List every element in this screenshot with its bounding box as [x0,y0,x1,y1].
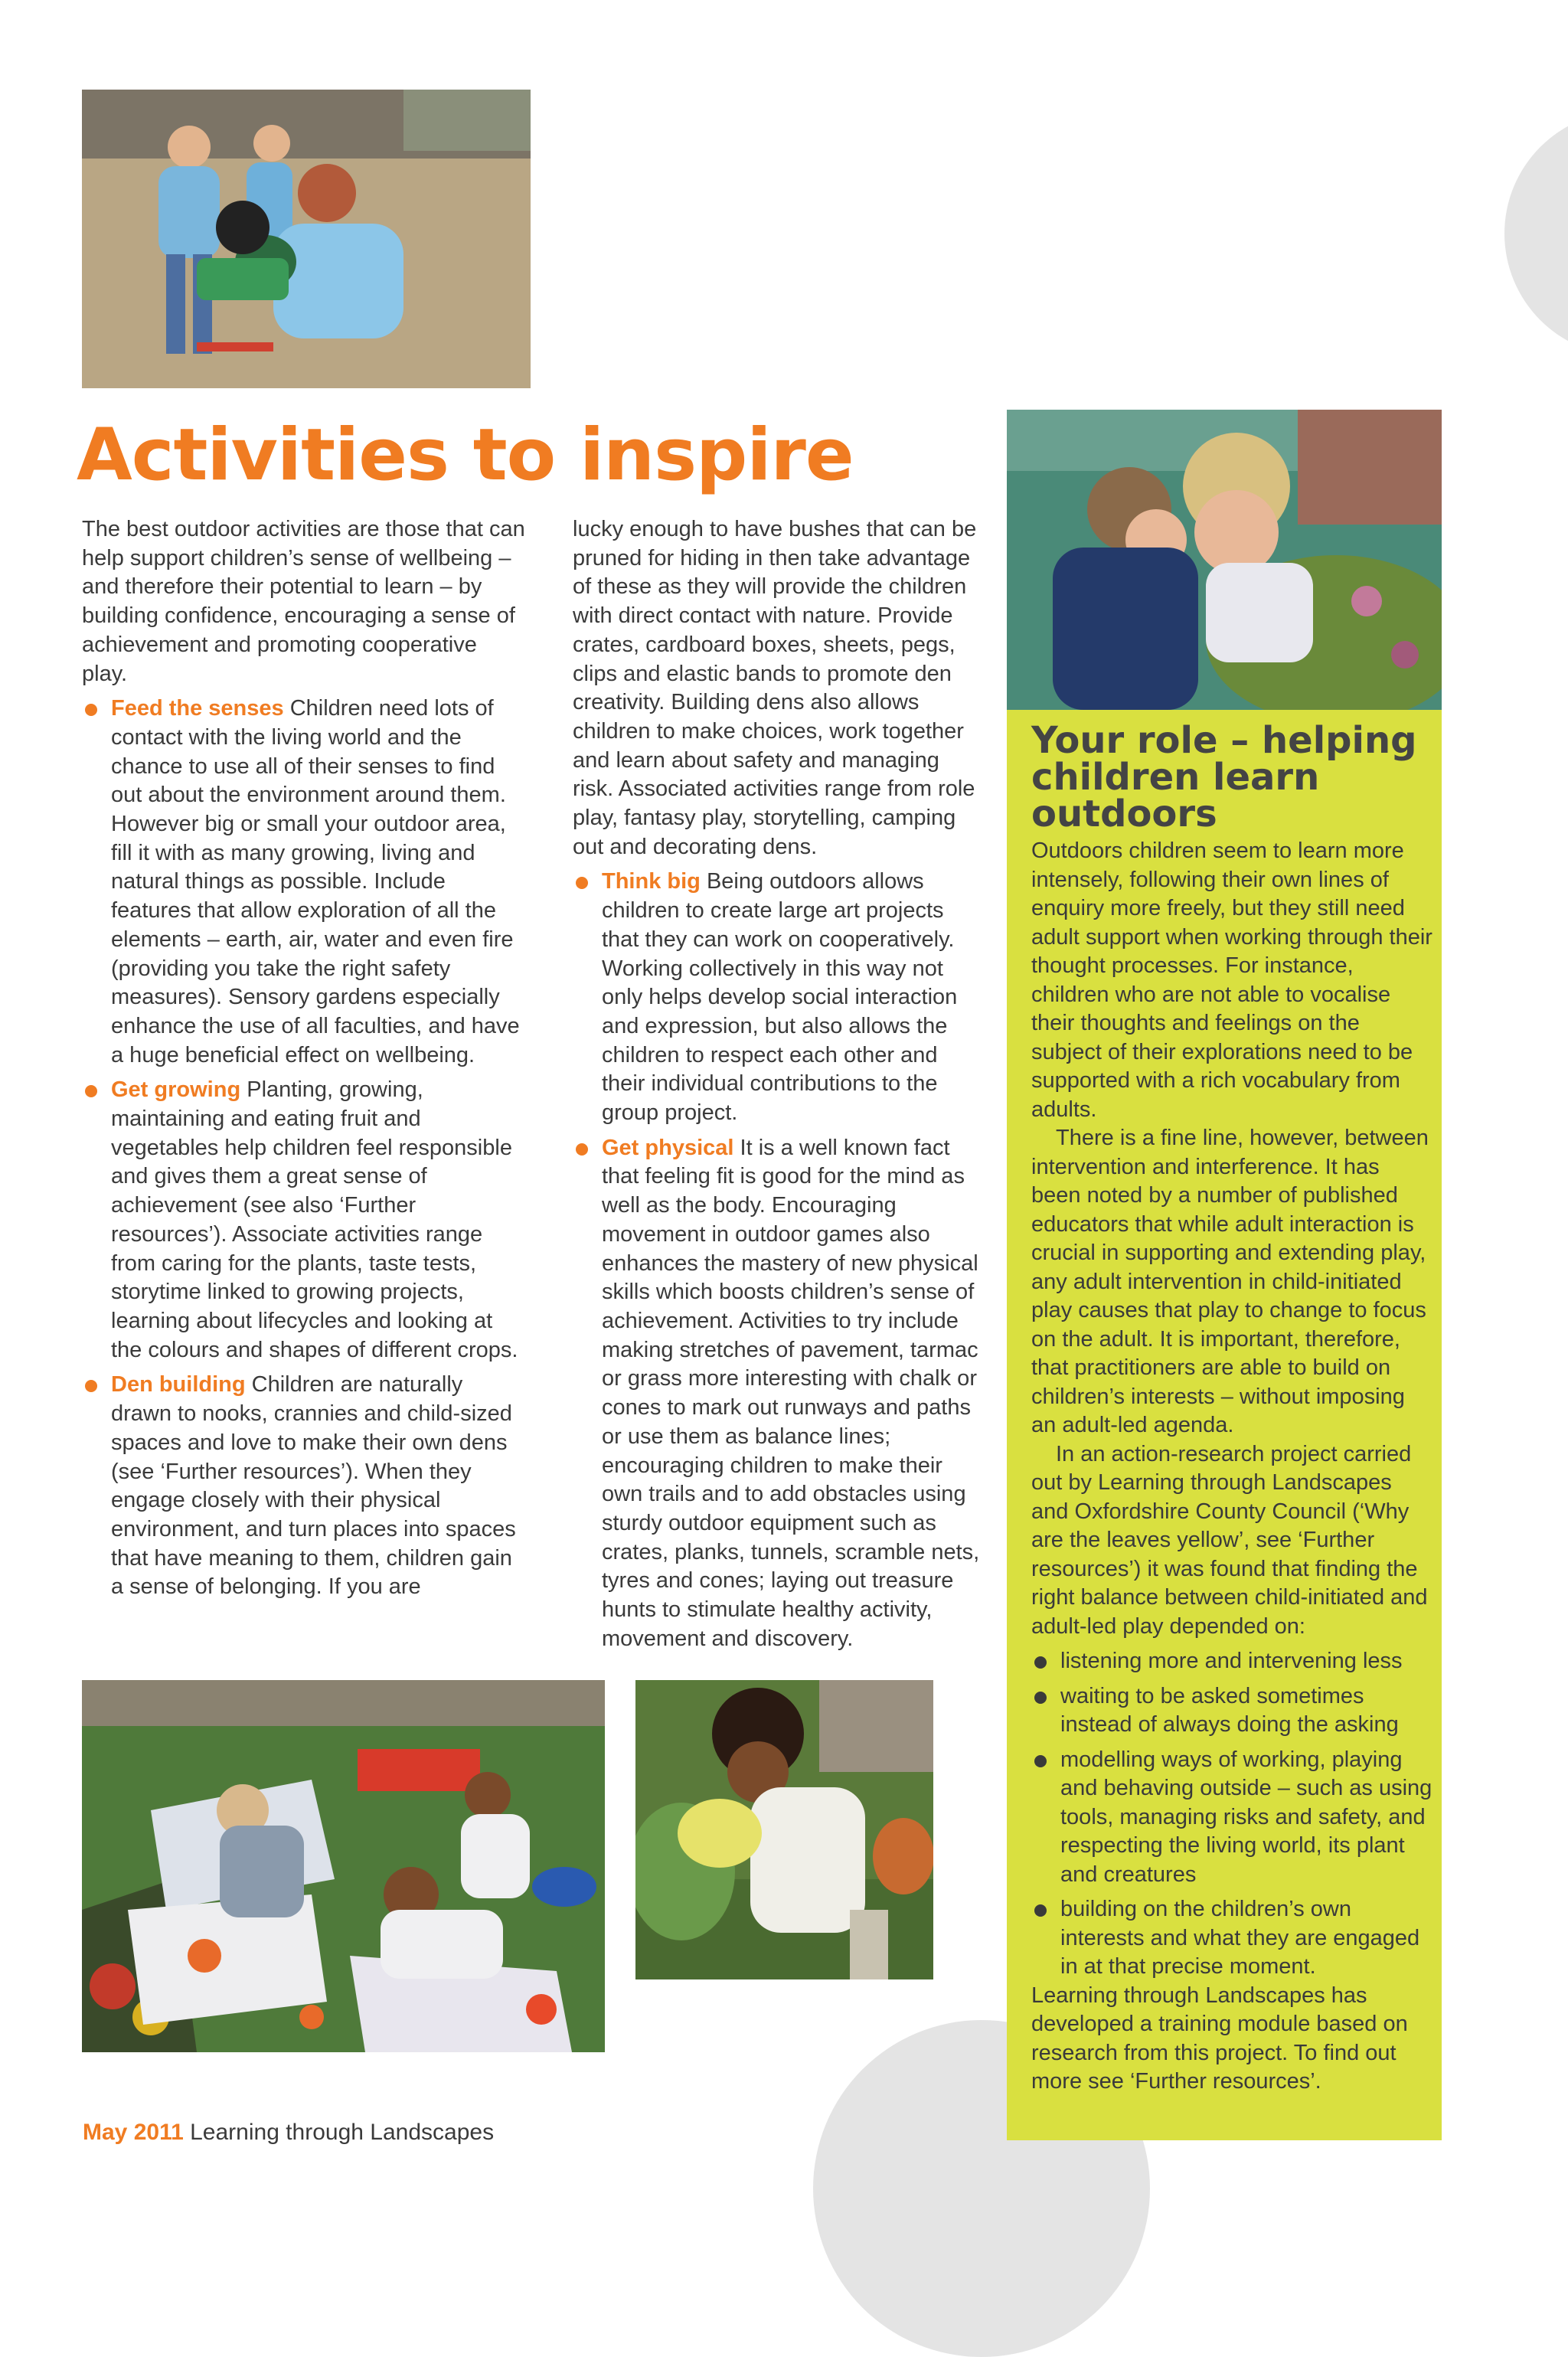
bullet-heading: Feed the senses [111,696,284,721]
list-item: modelling ways of working, playing and behaving outside – such as using tools, managing risks and safety, and respecting the living world, its plant and creatures [1031,1746,1432,1890]
photo-adult-child-plants [1007,410,1442,710]
page-footer [83,2120,494,2146]
activity-list-2 [573,868,986,1653]
sidebar-list [1031,1647,1432,1982]
photo-children-painting [82,1680,605,2052]
sidebar-heading: Your role – helping children learn outdoors [1031,719,1417,835]
intro-paragraph: The best outdoor activities are those that can help support children’s sense of wellbeing – and therefore their potential to learn – by building confidence, encouraging a sense of achievement and promoting cooperative play. [82,517,525,686]
bullet-text: Being outdoors allows children to create large art projects that they can work on cooperatively. Working collectively in this way not only helps develop social interaction and expression, but also allows the children to respect each other and their individual contributions to the group project. [602,869,958,1126]
list-item: listening more and intervening less [1031,1647,1432,1676]
page-title: Activities to inspire [77,414,854,497]
list-item [573,1134,986,1654]
bullet-heading: Think big [602,869,701,894]
photo-children-wheelbarrow [82,90,531,388]
bullet-text: It is a well known fact that feeling fit is good for the mind as well as the body. Encouraging movement in outdoor games also enhances the mastery of new physical skills which boosts children’s sense of achievement. Activities to try include making stretches of pavement, tarmac or grass more interesting with chalk or cones to mark out runways and paths or use them as balance lines; encouraging children to make their own trails and to add obstacles using sturdy outdoor equipment such as crates, planks, tunnels, scramble nets, tyres and cones; laying out treasure hunts to stimulate healthy activity, movement and discovery. [602,1135,980,1651]
bullet-text: Children are naturally drawn to nooks, crannies and child-sized spaces and love to make their own dens (see ‘Further resources’). When they engage closely with their physical environment, and turn places into spaces that have meaning to them, children gain a sense of belonging. If you are [111,1372,516,1600]
decorative-circle-right [1504,111,1568,356]
list-item [82,695,526,1070]
photo-child-watering [635,1680,933,1979]
bullet-heading: Den building [111,1372,246,1398]
sidebar-paragraph: Learning through Landscapes has developed a training module based on research from this project. To find out more see ‘Further resources’. [1031,1983,1408,2094]
text-column-1 [82,515,526,1602]
sidebar-panel [1007,410,1442,2140]
list-item [82,1076,526,1365]
bullet-heading: Get physical [602,1135,734,1160]
sidebar-paragraph: Outdoors children seem to learn more intensely, following their own lines of enquiry more freely, but they still need adult support when working through their thought processes. For instance, children who are not able to vocalise their thoughts and feelings on the subject of their explorations need to be supported with a rich vocabulary from adults. [1031,839,1432,1122]
footer-date: May 2011 [83,2120,184,2145]
footer-publication: Learning through Landscapes [190,2120,495,2145]
sidebar-paragraph: There is a fine line, however, between intervention and interference. It has been noted by a number of published educators that while adult interaction is crucial in supporting and extending play, any adult intervention in child-initiated play causes that play to change to focus on the adult. It is important, therefore, that practitioners are able to build on children’s interests – without imposing an adult-led agenda. [1031,1126,1429,1437]
bullet-text: Planting, growing, maintaining and eating fruit and vegetables help children feel responsible and gives them a great sense of achievement (see also ‘Further resources’). Associate activities range from caring for the plants, taste tests, storytime linked to growing projects, learning about lifecycles and looking at the colours and shapes of different crops. [111,1077,518,1362]
list-item [573,868,986,1127]
bullet-heading: Get growing [111,1077,241,1103]
text-column-2 [573,515,986,1653]
sidebar-paragraph: In an action-research project carried out by Learning through Landscapes and Oxfordshire County Council (‘Why are the leaves yellow’, see ‘Further resources’) it was found that finding the right balance between child-initiated and adult-led play depended on: [1031,1441,1428,1639]
sidebar-content [1031,719,1432,2097]
activity-list-1 [82,695,526,1602]
continuation-paragraph: lucky enough to have bushes that can be pruned for hiding in then take advantage of these as they will provide the children with direct contact with nature. Provide crates, cardboard boxes, sheets, pegs, clips and elastic bands to promote den creativity. Building dens also allows children to make choices, work together and learn about safety and managing risk. Associated activities range from role play, fantasy play, storytelling, camping out and decorating dens. [573,517,977,859]
list-item [82,1371,526,1602]
list-item: waiting to be asked sometimes instead of always doing the asking [1031,1682,1432,1740]
bullet-text: Children need lots of contact with the living world and the chance to use all of their senses to find out about the environment around them. However big or small your outdoor area, fill it with as many growing, living and natural things as possible. Include features that allow exploration of all the elements – earth, air, water and even fire (providing you take the right safety measures). Sensory gardens especially enhance the use of all faculties, and have a huge beneficial effect on wellbeing. [111,696,520,1067]
list-item: building on the children’s own interests and what they are engaged in at that precise moment. [1031,1895,1432,1982]
